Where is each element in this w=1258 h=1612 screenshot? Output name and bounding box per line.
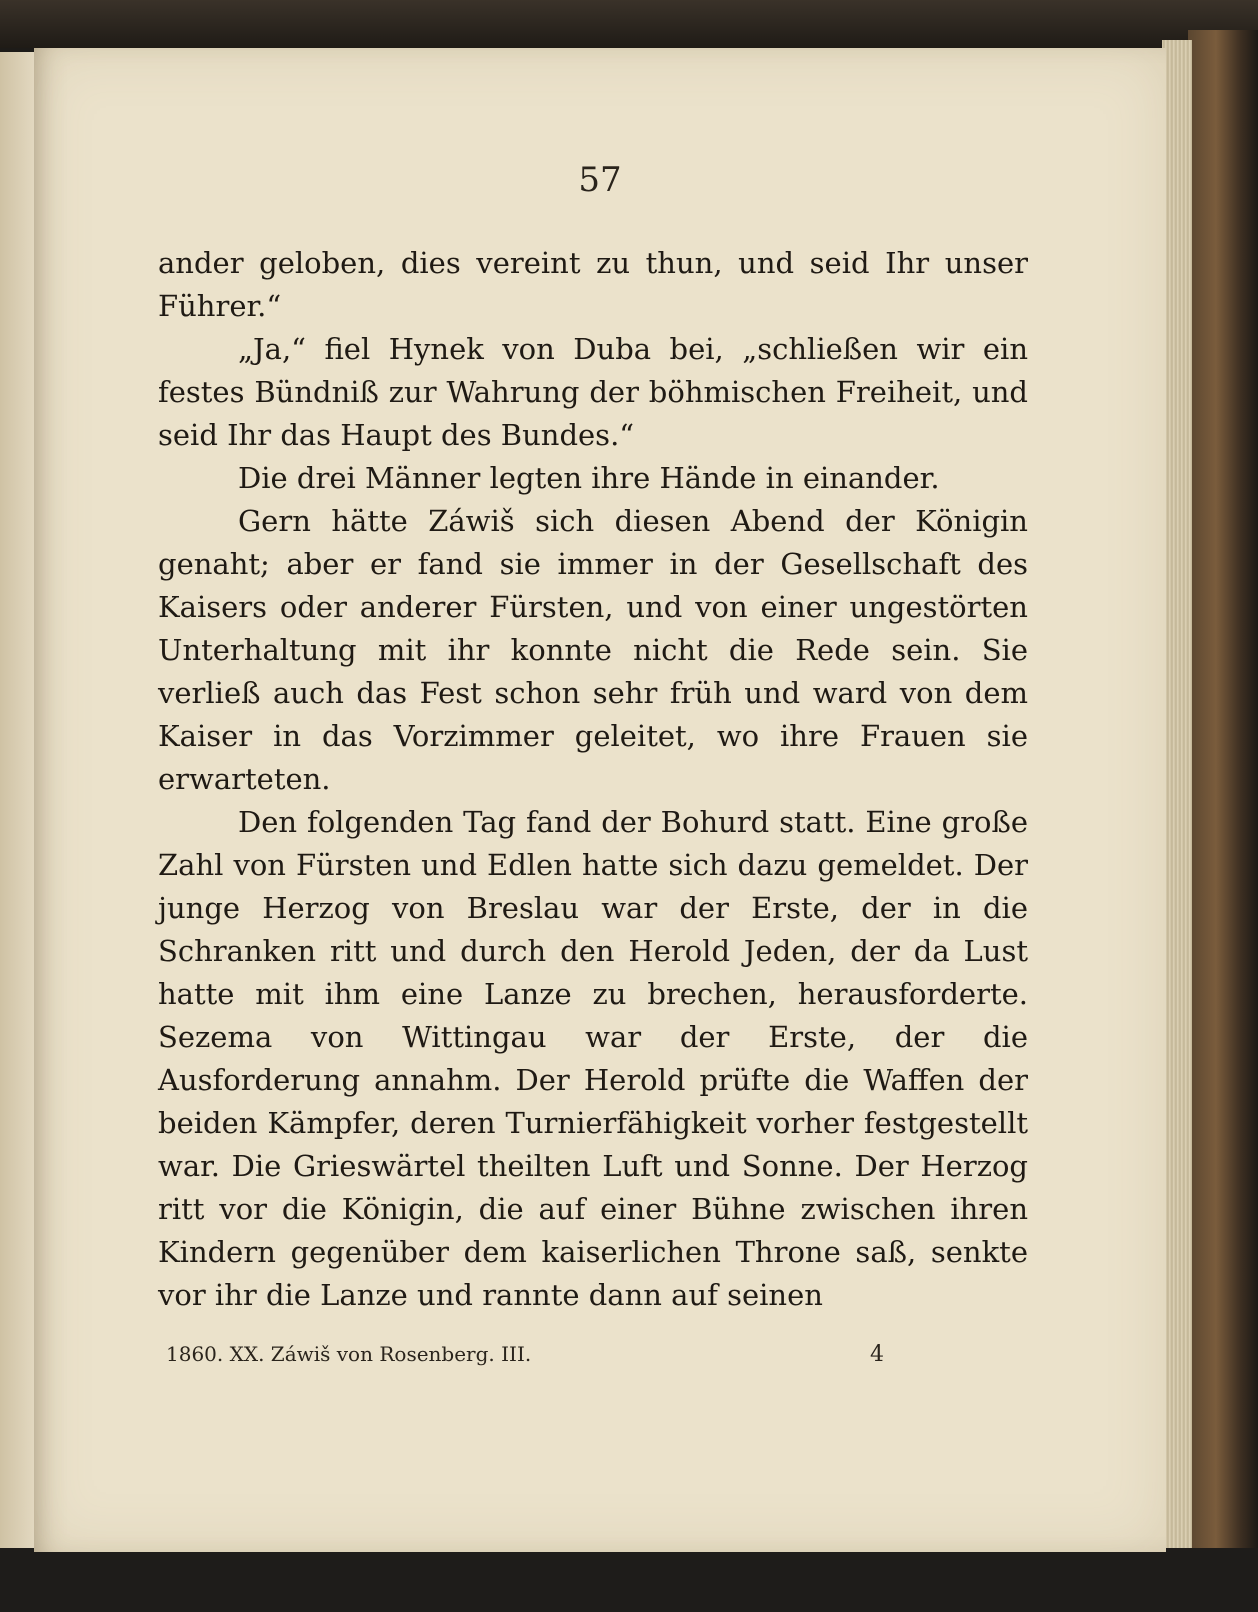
book-cover-top [0,0,1258,48]
paragraph: ander geloben, dies vereint zu thun, und seid Ihr unser Führer.“ [158,246,1028,323]
paragraph: Gern hätte Záwiš sich diesen Abend der Königin genaht; aber er fand sie immer in der Gesellschaft des Kaisers oder anderer Fürsten, und von einer ungestörten Unterhaltung mit ihr konnte nicht die Rede sein. Sie verließ auch das Fest schon sehr früh und ward von dem Kaiser in das Vorzimmer geleitet, wo ihre Frauen sie erwarteten. [158,504,1028,796]
page-text [158,242,1028,1317]
footer-signature: 1860. XX. Záwiš von Rosenberg. III. [166,1342,532,1366]
book-page [34,48,1166,1552]
page-number: 57 [578,160,622,200]
paragraph: „Ja,“ fiel Hynek von Duba bei, „schließen wir ein festes Bündniß zur Wahrung der böhmischen Freiheit, und seid Ihr das Haupt des Bundes.“ [158,332,1028,452]
page-stack-edge [1162,40,1192,1560]
paragraph: Den folgenden Tag fand der Bohurd statt. Eine große Zahl von Fürsten und Edlen hatte sich dazu gemeldet. Der junge Herzog von Breslau war der Erste, der in die Schranken ritt und durch den Herold Jeden, der da Lust hatte mit ihm eine Lanze zu brechen, herausforderte. Sezema von Wittingau war der Erste, der die Ausforderung annahm. Der Herold prüfte die Waffen der beiden Kämpfer, deren Turnierfähigkeit vorher festgestellt war. Die Grieswärtel theilten Luft und Sonne. Der Herzog ritt vor die Königin, die auf einer Bühne zwischen ihren Kindern gegenüber dem kaiserlichen Throne saß, senkte vor ihr die Lanze und rannte dann auf seinen [158,805,1028,1312]
book-cover-bottom [0,1548,1258,1612]
book-cover-right [1188,30,1258,1612]
paragraph: Die drei Männer legten ihre Hände in einander. [238,461,940,495]
footer-sheet-number: 4 [870,1342,884,1367]
